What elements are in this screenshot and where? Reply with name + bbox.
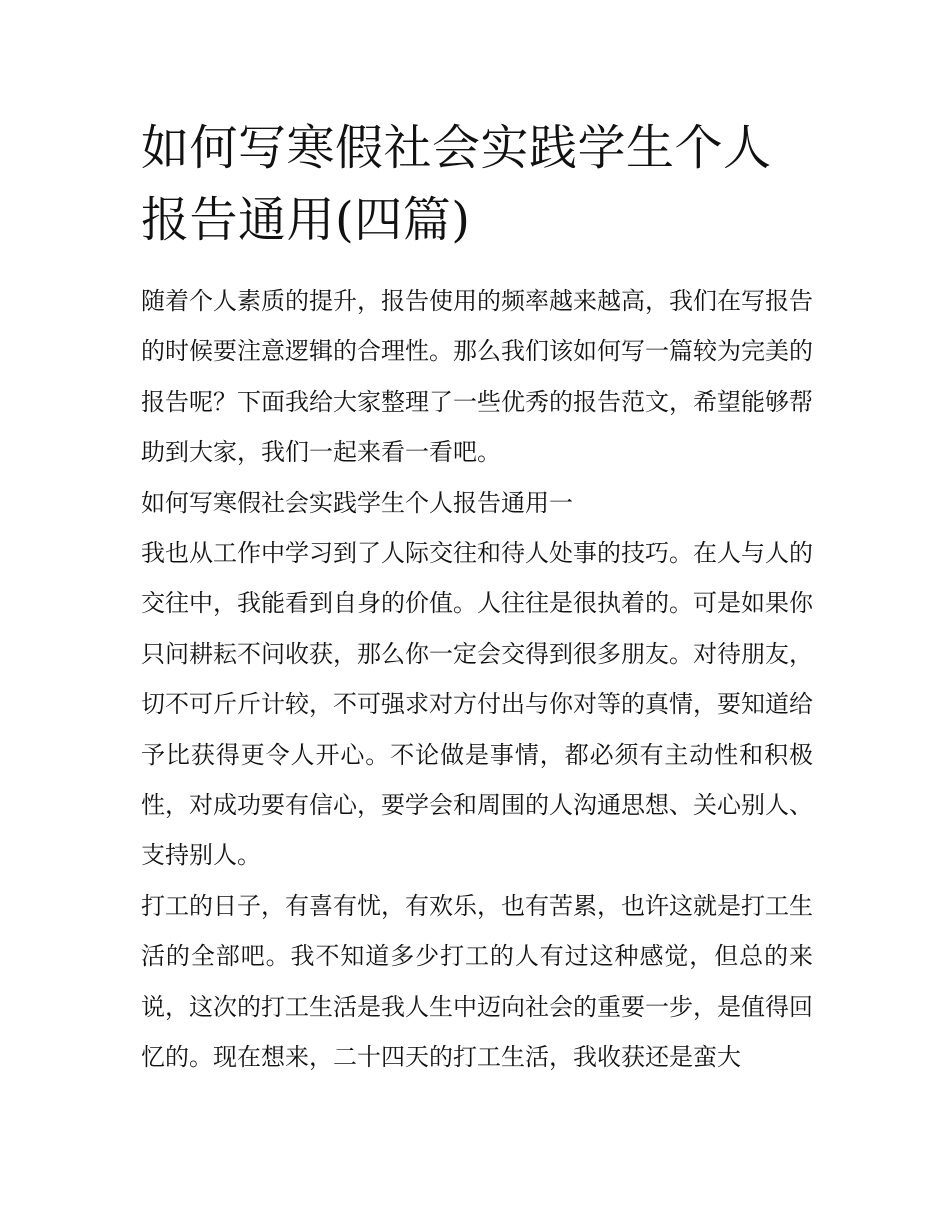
document-title: 如何写寒假社会实践学生个人报告通用(四篇): [141, 120, 772, 248]
intro-paragraph: 随着个人素质的提升，报告使用的频率越来越高，我们在写报告的时候要注意逻辑的合理性。那么我们该如何写一篇较为完美的报告呢？下面我给大家整理了一些优秀的报告范文，希望能够帮助到大家，我们一起来看一看吧。: [141, 287, 813, 467]
body-paragraph: 我也从工作中学习到了人际交往和待人处事的技巧。在人与人的交往中，我能看到自身的价值。人往往是很执着的。可是如果你只问耕耘不问收获，那么你一定会交得到很多朋友。对待朋友，切不可斤斤计较，不可强求对方付出与你对等的真情，要知道给予比获得更令人开心。不论做是事情，都必须有主动性和积极性，对成功要有信心，要学会和周围的人沟通思想、关心别人、支持别人。: [141, 539, 813, 870]
section-heading: 如何写寒假社会实践学生个人报告通用一: [141, 488, 573, 517]
body-paragraph: 打工的日子，有喜有忧，有欢乐，也有苦累，也许这就是打工生活的全部吧。我不知道多少打工的人有过这种感觉，但总的来说，这次的打工生活是我人生中迈向社会的重要一步，是值得回忆的。现在想来，二十四天的打工生活，我收获还是蛮大: [141, 891, 813, 1072]
document-body: [141, 112, 813, 1083]
